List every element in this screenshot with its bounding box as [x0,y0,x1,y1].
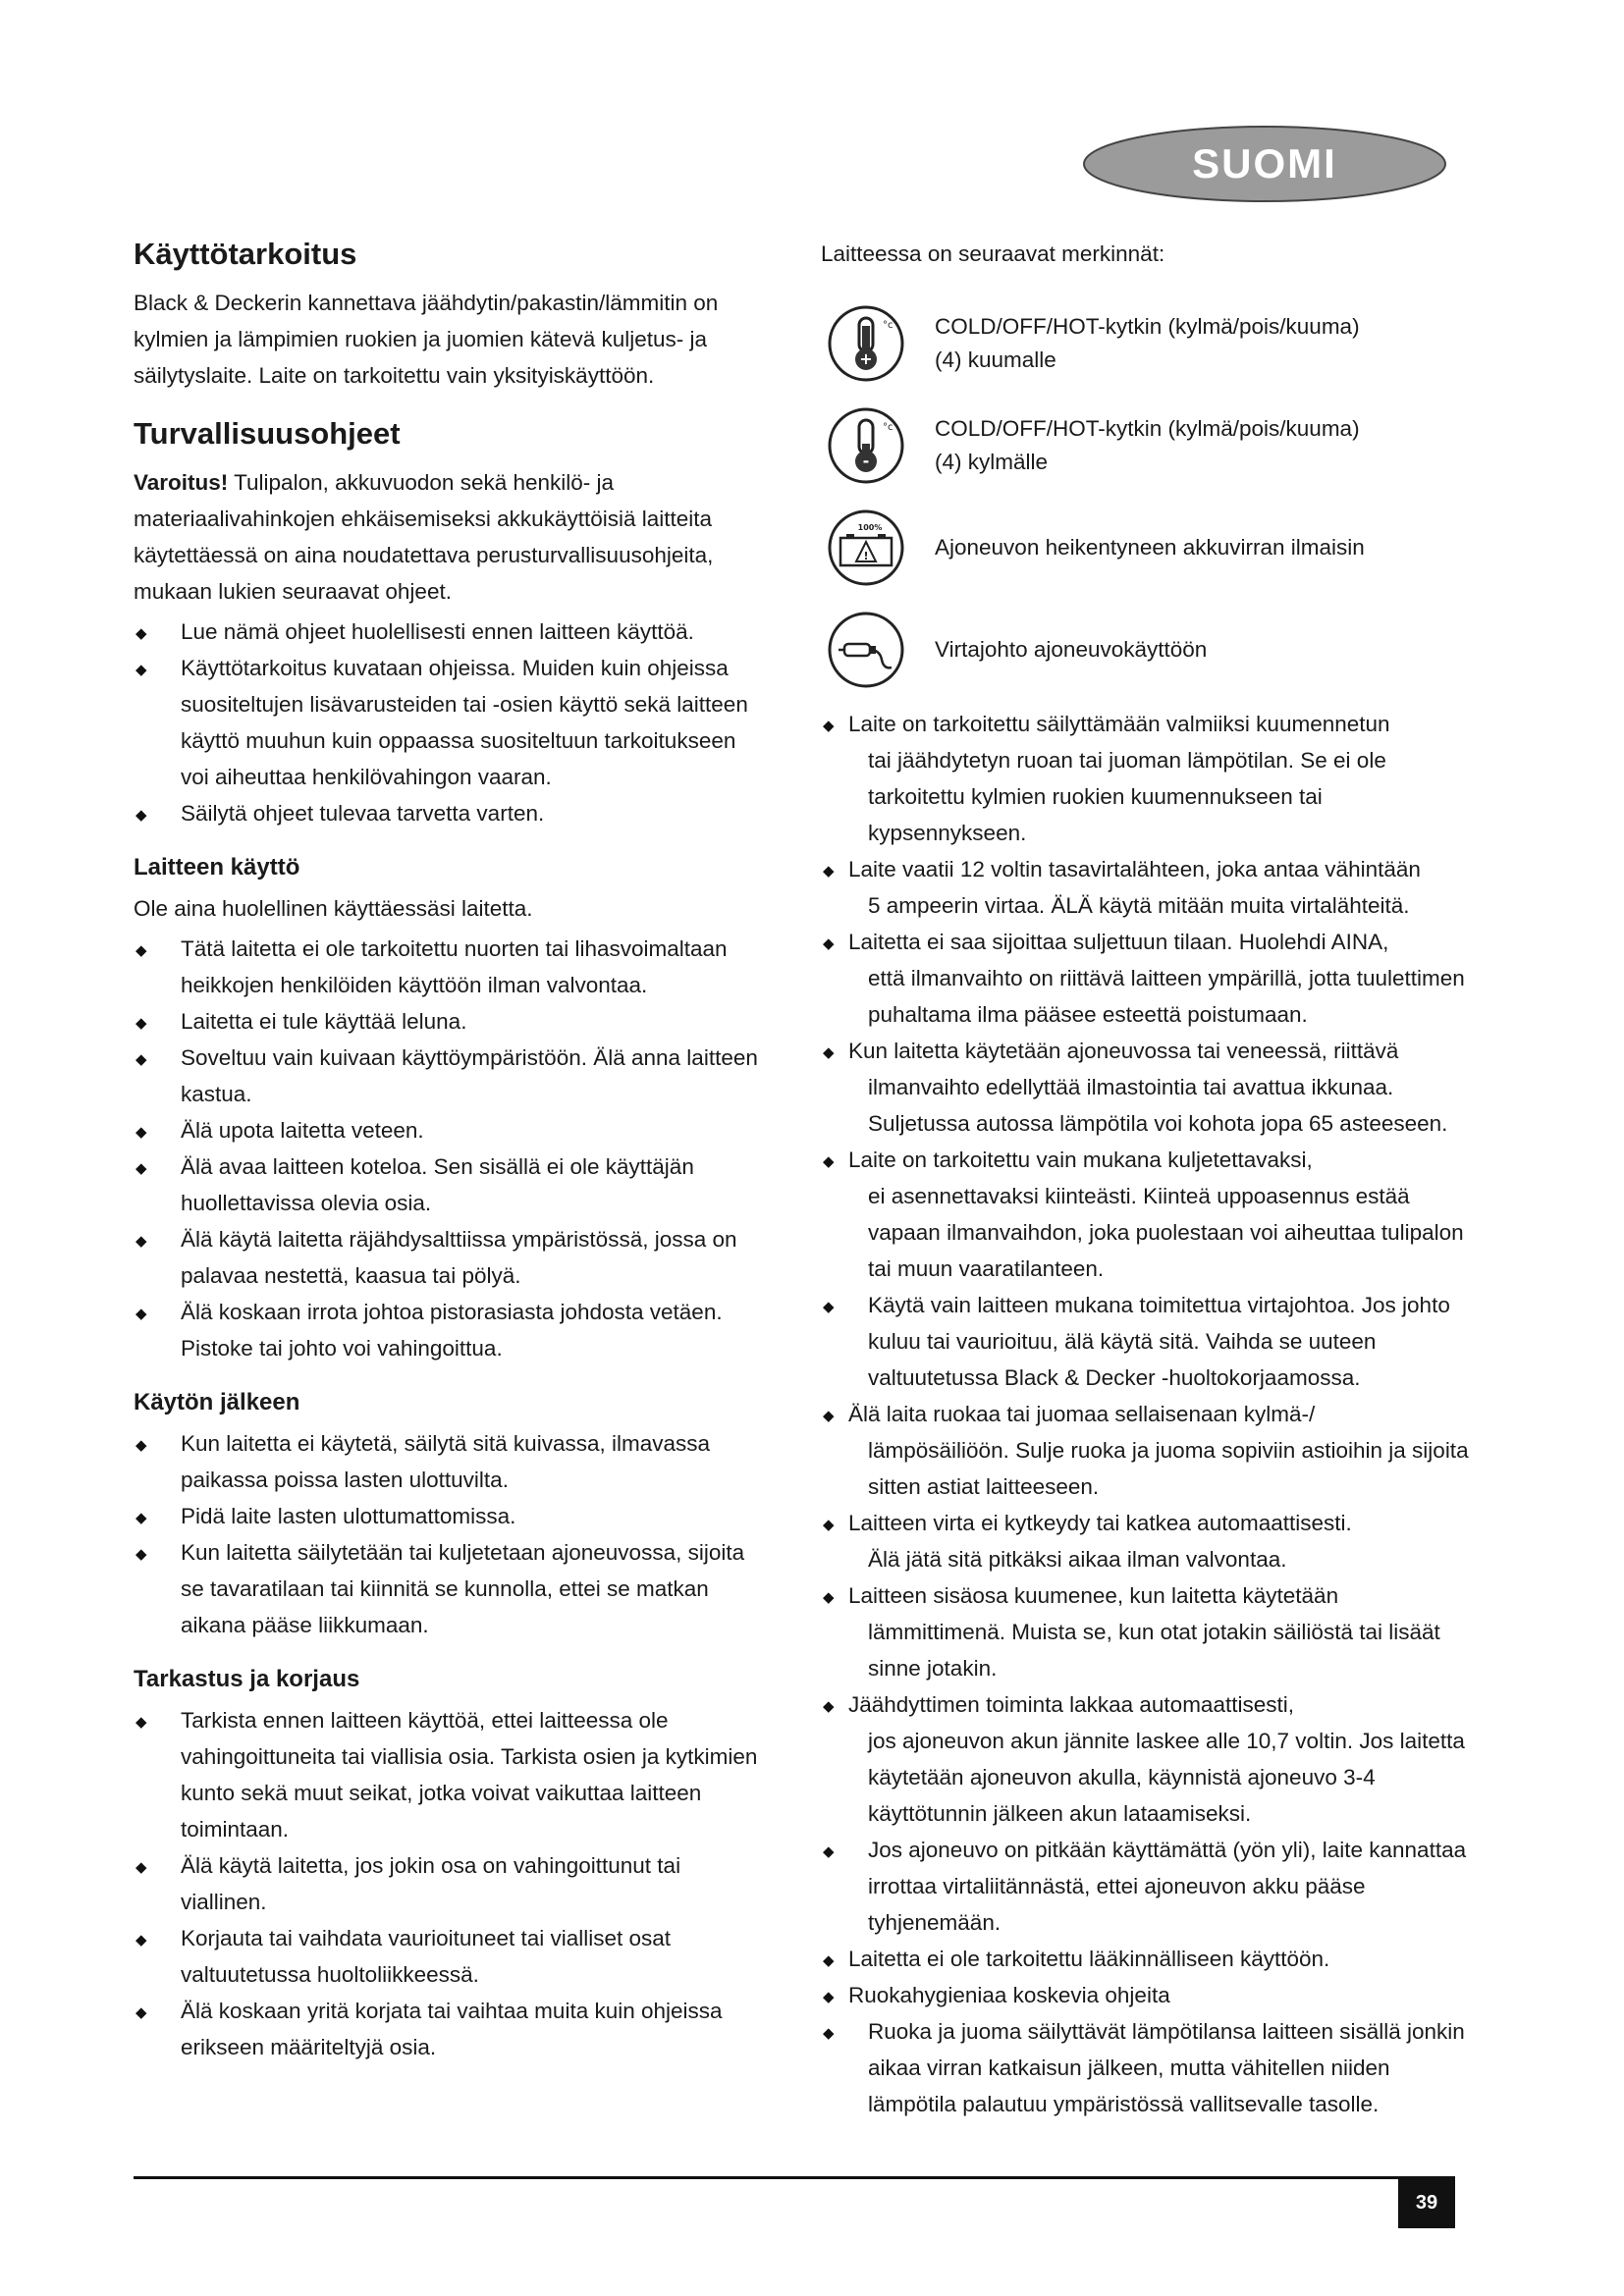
footer-rule [134,2176,1455,2179]
svg-text:+: + [859,349,873,368]
purpose-text: Black & Deckerin kannettava jäähdytin/pakastin/lämmitin on kylmien ja lämpimien ruokien ja juomien kätevä kuljetus- ja säilytyslaite. Laite on tarkoitettu vain yksityiskäyttöön. [134,291,719,388]
right-list [821,706,1469,2122]
list-item: ◆ Laitetta ei tule käyttää leluna. [134,1003,762,1040]
list-item: ◆ Laitteen sisäosa kuumenee, kun laitetta käytetään lämmittimenä. Muista se, kun otat jotakin säiliöstä tai lisäät sinne jotakin. [821,1577,1469,1686]
svg-text:-: - [862,452,870,470]
list-item: ◆ Laitteen virta ei kytkeydy tai katkea automaattisesti. Älä jätä sitä pitkäksi aikaa ilman valvontaa. [821,1505,1469,1577]
list-item: ◆ Ruokahygieniaa koskevia ohjeita [821,1977,1469,2013]
safety-heading: Turvallisuusohjeet [134,416,401,451]
list-item: ◆ Jos ajoneuvo on pitkään käyttämättä (yön yli), laite kannattaa irrottaa virtaliitännästä, ettei ajoneuvon akku pääse tyhjenemään. [821,1832,1469,1941]
warning-text: Tulipalon, akkuvuodon sekä henkilö- ja materiaalivahinkojen ehkäisemiseksi akkukäyttöisiä laitteita käytettäessä on aina noudatettava perusturvallisuusohjeita, mukaan lukien seuraavat ohjeet. [134,470,714,604]
warning-label: Varoitus! [134,470,229,495]
list-item: ◆ Korjauta tai vaihdata vaurioituneet tai vialliset osat valtuutetussa huoltoliikkeessä. [134,1920,762,1993]
list-item: ◆ Laitetta ei saa sijoittaa suljettuun tilaan. Huolehdi AINA, että ilmanvaihto on riittävä laitteen ympärillä, jotta tuulettimen puhaltama ilma pääsee esteettä poistumaan. [821,924,1469,1033]
page-number: 39 [1398,2177,1455,2228]
right-column [821,236,1469,2122]
symbol-row [827,400,1469,492]
use-intro: Ole aina huolellinen käyttäessäsi laitetta. [134,896,533,921]
symbol-row [827,297,1469,390]
list-item: ◆ Laite on tarkoitettu vain mukana kuljetettavaksi, ei asennettavaksi kiinteästi. Kiinteä uppoasennus estää vapaan ilmanvaihdon, joka puolestaan voi aiheuttaa tulipalon tai muun vaaratilanteen. [821,1142,1469,1287]
use-list [134,931,762,1366]
thermometer-hot-icon [827,304,905,383]
svg-text:°c: °c [883,320,893,331]
list-item: ◆ Älä käytä laitetta, jos jokin osa on vahingoittunut tai viallinen. [134,1847,762,1920]
car-plug-icon [827,611,905,689]
battery-icon-label: 100% [857,523,883,532]
symbol-text: COLD/OFF/HOT-kytkin (kylmä/pois/kuuma) [935,416,1360,441]
inspection-list [134,1702,762,2065]
thermometer-cold-icon [827,406,905,485]
symbol-text: COLD/OFF/HOT-kytkin (kylmä/pois/kuuma) [935,314,1360,339]
use-heading: Laitteen käyttö [134,854,300,881]
language-label: SUOMI [1192,140,1337,187]
symbol-text: (4) kuumalle [935,347,1056,372]
symbol-row [827,604,1469,696]
list-item: ◆ Kun laitetta säilytetään tai kuljetetaan ajoneuvossa, sijoita se tavaratilaan tai kiinnitä se kunnolla, ettei se matkan aikana pääse liikkumaan. [134,1534,762,1643]
list-item: ◆ Tätä laitetta ei ole tarkoitettu nuorten tai lihasvoimaltaan heikkojen henkilöiden käyttöön ilman valvontaa. [134,931,762,1003]
after-use-heading: Käytön jälkeen [134,1389,300,1415]
symbol-text: Virtajohto ajoneuvokäyttöön [935,637,1208,662]
list-item: ◆ Ruoka ja juoma säilyttävät lämpötilansa laitteen sisällä jonkin aikaa virran katkaisun jälkeen, mutta vähitellen niiden lämpötila palautuu ympäristössä vallitsevalle tasolle. [821,2013,1469,2122]
svg-text:°c: °c [883,422,893,433]
svg-text:!: ! [863,550,869,562]
list-item: ◆ Älä upota laitetta veteen. [134,1112,762,1148]
purpose-heading: Käyttötarkoitus [134,237,357,271]
symbol-row [827,502,1469,594]
list-item: ◆ Älä avaa laitteen koteloa. Sen sisällä ei ole käyttäjän huollettavissa olevia osia. [134,1148,762,1221]
inspection-heading: Tarkastus ja korjaus [134,1666,360,1692]
list-item: ◆ Käyttötarkoitus kuvataan ohjeissa. Muiden kuin ohjeissa suositeltujen lisävarusteiden tai -osien käyttö sekä laitteen käyttö muuhun kuin oppaassa suositeltuun tarkoitukseen voi aiheuttaa henkilövahingon vaaran. [134,650,762,795]
language-tab [1080,124,1449,204]
symbol-list [827,297,1469,696]
list-item: ◆ Älä käytä laitetta räjähdysalttiissa ympäristössä, jossa on palavaa nestettä, kaasua tai pölyä. [134,1221,762,1294]
list-item: ◆ Lue nämä ohjeet huolellisesti ennen laitteen käyttöä. [134,614,762,650]
safety-warning [134,464,762,610]
left-column [134,236,762,2065]
list-item: ◆ Käytä vain laitteen mukana toimitettua virtajohtoa. Jos johto kuluu tai vaurioituu, älä käytä sitä. Vaihda se uuteen valtuutetussa Black & Decker -huoltokorjaamossa. [821,1287,1469,1396]
list-item: ◆ Laite on tarkoitettu säilyttämään valmiiksi kuumennetun tai jäähdytetyn ruoan tai juoman lämpötilan. Se ei ole tarkoitettu kylmien ruokien kuumennukseen tai kypsennykseen. [821,706,1469,851]
list-item: ◆ Älä koskaan irrota johtoa pistorasiasta johdosta vetäen. Pistoke tai johto voi vahingoittua. [134,1294,762,1366]
list-item: ◆ Jäähdyttimen toiminta lakkaa automaattisesti, jos ajoneuvon akun jännite laskee alle 10,7 voltin. Jos laitetta käytetään ajoneuvon akulla, käynnistä ajoneuvo 3-4 käyttötunnin jälkeen akun lataamiseksi. [821,1686,1469,1832]
list-item: ◆ Älä laita ruokaa tai juomaa sellaisenaan kylmä-/ lämpösäiliöön. Sulje ruoka ja juoma sopiviin astioihin ja sijoita sitten astiat laitteeseen. [821,1396,1469,1505]
list-item: ◆ Soveltuu vain kuivaan käyttöympäristöön. Älä anna laitteen kastua. [134,1040,762,1112]
battery-warning-icon [827,508,905,587]
list-item: ◆ Kun laitetta ei käytetä, säilytä sitä kuivassa, ilmavassa paikassa poissa lasten ulottuvilta. [134,1425,762,1498]
symbol-text: Ajoneuvon heikentyneen akkuvirran ilmaisin [935,535,1365,560]
list-item: ◆ Tarkista ennen laitteen käyttöä, ettei laitteessa ole vahingoittuneita tai viallisia osia. Tarkista osien ja kytkimien kunto sekä muut seikat, jotka voivat vaikuttaa laitteen toimintaan. [134,1702,762,1847]
list-item: ◆ Laitetta ei ole tarkoitettu lääkinnälliseen käyttöön. [821,1941,1469,1977]
list-item: ◆ Laite vaatii 12 voltin tasavirtalähteen, joka antaa vähintään 5 ampeerin virtaa. ÄLÄ käytä mitään muita virtalähteitä. [821,851,1469,924]
after-use-list [134,1425,762,1643]
list-item: ◆ Pidä laite lasten ulottumattomissa. [134,1498,762,1534]
safety-list [134,614,762,831]
symbol-text: (4) kylmälle [935,450,1049,474]
list-item: ◆ Kun laitetta käytetään ajoneuvossa tai veneessä, riittävä ilmanvaihto edellyttää ilmastointia tai avattua ikkunaa. Suljetussa autossa lämpötila voi kohota jopa 65 asteeseen. [821,1033,1469,1142]
list-item: ◆ Älä koskaan yritä korjata tai vaihtaa muita kuin ohjeissa erikseen määriteltyjä osia. [134,1993,762,2065]
symbols-intro: Laitteessa on seuraavat merkinnät: [821,241,1165,266]
list-item: ◆ Säilytä ohjeet tulevaa tarvetta varten. [134,795,762,831]
